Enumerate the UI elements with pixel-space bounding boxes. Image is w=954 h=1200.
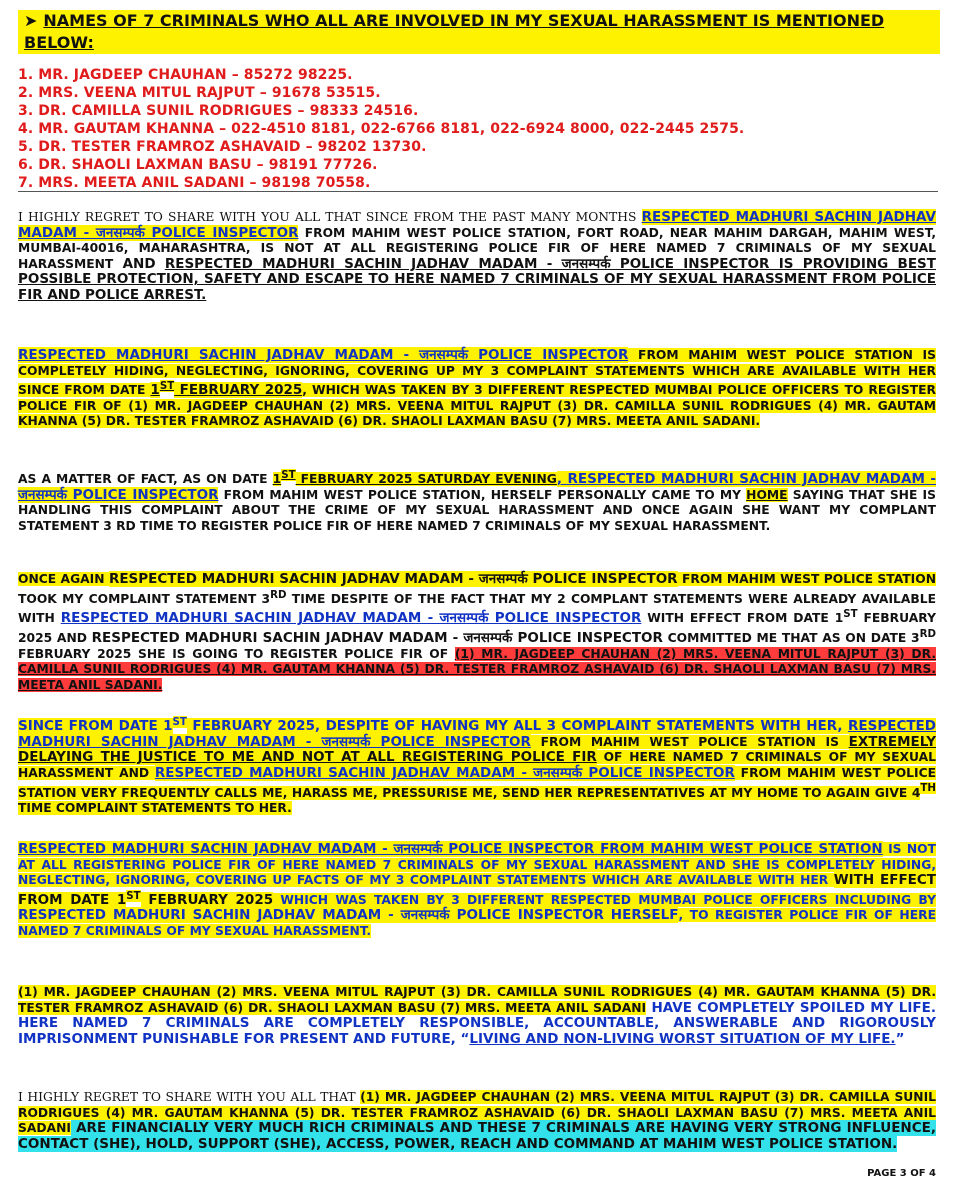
criminals-list: [18, 66, 936, 192]
text-run: FEBRUARY 2025: [174, 382, 303, 399]
text-run: ST: [281, 469, 296, 481]
paragraph-1: [18, 210, 936, 304]
text-run: FROM MAHIM WEST POLICE STATION: [677, 572, 936, 586]
paragraph-4: [18, 572, 936, 693]
list-item: 4. MR. GAUTAM KHANNA – 022-4510 8181, 022-6766 8181, 022-6924 8000, 022-2445 2575.: [18, 121, 745, 137]
text-run: (1) MR. JAGDEEP CHAUHAN (2) MRS. VEENA MITUL RAJPUT (3) DR. CAMILLA SUNIL RODRIGUES (4) MR. GAUTAM KHANNA (5) DR. TESTER FRAMROZ ASHAVAID (6) DR. SHAOLI LAXMAN BASU (7) MRS. MEETA ANIL SADANI.: [18, 646, 936, 692]
text-run: RESPECTED MADHURI SACHIN JADHAV MADAM - जनसम्पर्क POLICE INSPECTOR: [18, 347, 629, 363]
text-run: WHICH WAS TAKEN BY 3 DIFFERENT RESPECTED MUMBAI POLICE OFFICERS INCLUDING BY: [273, 892, 937, 907]
text-run: RESPECTED MADHURI SACHIN JADHAV MADAM - जनसम्पर्क POLICE INSPECTOR FROM MAHIM WEST POLICE STATION: [18, 841, 883, 857]
list-item: 5. DR. TESTER FRAMROZ ASHAVAID – 98202 13730.: [18, 139, 427, 155]
list-item: 2. MRS. VEENA MITUL RAJPUT – 91678 53515.: [18, 85, 381, 101]
paragraph-7: [18, 985, 936, 1047]
text-run: SAYING THAT SHE IS HANDLING THIS COMPLAINT ABOUT THE CRIME OF MY SEXUAL HARASSMENT AND ONCE AGAIN SHE WANT MY COMPLANT STATEMENT 3 RD TIME TO REGISTER POLICE FIR OF HERE NAMED 7 CRIMINALS OF MY SEXUAL HARASSMENT.: [18, 487, 936, 533]
text-run: AND: [113, 255, 165, 272]
section-divider: [18, 191, 938, 192]
text-run: , RESPECTED MADHURI SACHIN JADHAV MADAM - जनसम्पर्क POLICE INSPECTOR: [18, 471, 936, 503]
text-run: HOME: [746, 487, 788, 502]
text-run: RESPECTED MADHURI SACHIN JADHAV MADAM - जनसम्पर्क POLICE INSPECTOR: [91, 630, 663, 647]
page-number: PAGE 3 OF 4: [867, 1168, 936, 1179]
text-run: RESPECTED MADHURI SACHIN JADHAV MADAM - जनसम्पर्क POLICE INSPECTOR: [18, 718, 936, 750]
text-run: TOOK MY COMPLAINT STATEMENT 3: [18, 591, 271, 606]
text-run: ONCE AGAIN: [18, 572, 109, 586]
text-run: WITH EFFECT FROM DATE 1: [18, 872, 937, 908]
list-item: 7. MRS. MEETA ANIL SADANI – 98198 70558.: [18, 175, 371, 191]
text-run: SINCE FROM DATE 1: [18, 718, 173, 735]
text-run: , TO REGISTER POLICE FIR OF HERE NAMED 7 CRIMINALS OF MY SEXUAL HARASSMENT.: [18, 908, 936, 939]
text-run: FROM MAHIM WEST POLICE STATION, HERSELF PERSONALLY CAME TO MY: [218, 487, 747, 502]
text-run: RD: [270, 588, 287, 601]
paragraph-5: [18, 715, 936, 817]
paragraph-6: [18, 842, 936, 940]
text-run: FROM MAHIM WEST POLICE STATION IS COMPLETELY HIDING, NEGLECTING, IGNORING, COVERING UP MY 3 COMPLAINT STATEMENTS WHICH ARE AVAILABLE WITH HER SINCE FROM DATE: [18, 348, 936, 398]
text-run: RESPECTED MADHURI SACHIN JADHAV MADAM - जनसम्पर्क POLICE INSPECTOR IS PROVIDING BEST POSSIBLE PROTECTION, SAFETY AND ESCAPE TO HERE NAMED 7 CRIMINALS OF MY SEXUAL HARASSMENT FROM POLICE FIR AND POLICE ARREST.: [18, 255, 936, 303]
text-run: ST: [172, 716, 187, 728]
text-run: I HIGHLY REGRET TO SHARE WITH YOU ALL THAT SINCE FROM THE PAST MANY MONTHS: [18, 210, 642, 224]
text-run: I HIGHLY REGRET TO SHARE WITH YOU ALL THAT: [18, 1090, 361, 1104]
text-run: (1) MR. JAGDEEP CHAUHAN (2) MRS. VEENA MITUL RAJPUT (3) DR. CAMILLA SUNIL RODRIGUES (4) MR. GAUTAM KHANNA (5) DR. TESTER FRAMROZ ASHAVAID (6) DR. SHAOLI LAXMAN BASU (7) MRS. MEETA ANIL SADANI: [18, 1090, 936, 1136]
text-run: 1: [272, 472, 282, 487]
paragraph-2: [18, 348, 936, 430]
list-item: 3. DR. CAMILLA SUNIL RODRIGUES – 98333 24516.: [18, 103, 419, 119]
text-run: FEBRUARY 2025 SATURDAY EVENING: [295, 472, 557, 487]
text-run: (1) MR. JAGDEEP CHAUHAN (2) MRS. VEENA MITUL RAJPUT (3) DR. CAMILLA SUNIL RODRIGUES (4) MR. GAUTAM KHANNA (5) DR. TESTER FRAMROZ ASHAVAID (6) DR. SHAOLI LAXMAN BASU (7) MRS. MEETA ANIL SADANI: [18, 985, 936, 1015]
text-run: RESPECTED MADHURI SACHIN JADHAV MADAM - जनसम्पर्क POLICE INSPECTOR: [60, 610, 642, 627]
arrow-bullet-icon: ➤: [24, 11, 38, 30]
text-run: RESPECTED MADHURI SACHIN JADHAV MADAM - जनसम्पर्क POLICE INSPECTOR: [108, 571, 678, 587]
heading-text: NAMES OF 7 CRIMINALS WHO ALL ARE INVOLVED IN MY SEXUAL HARASSMENT IS MENTIONED BELOW:: [24, 11, 885, 52]
text-run: 1: [150, 382, 160, 399]
text-run: TH: [920, 782, 936, 795]
text-run: RESPECTED MADHURI SACHIN JADHAV MADAM - जनसम्पर्क POLICE INSPECTOR: [18, 209, 936, 241]
paragraph-8: [18, 1090, 936, 1152]
text-run: ARE FINANCIALLY VERY MUCH RICH CRIMINALS AND THESE 7 CRIMINALS ARE HAVING VERY STRONG INFLUENCE, CONTACT (SHE), HOLD, SUPPORT (SHE), ACCESS, POWER, REACH AND COMMAND AT MAHIM WEST POLICE STATION.: [18, 1120, 936, 1152]
text-run: COMMITTED ME THAT AS ON DATE 3: [662, 631, 920, 646]
text-run: LIVING AND NON-LIVING WORST SITUATION OF MY LIFE.: [469, 1030, 896, 1047]
text-run: FEBRUARY 2025 SHE IS GOING TO REGISTER POLICE FIR OF: [18, 646, 455, 661]
list-item: 1. MR. JAGDEEP CHAUHAN – 85272 98225.: [18, 67, 353, 83]
text-run: FROM MAHIM WEST POLICE STATION IS: [530, 734, 849, 749]
text-run: RESPECTED MADHURI SACHIN JADHAV MADAM - जनसम्पर्क POLICE INSPECTOR HERSELF: [18, 907, 679, 924]
text-run: ”: [895, 1030, 905, 1047]
text-run: ST: [843, 608, 858, 621]
text-run: WITH EFFECT FROM DATE 1: [641, 611, 844, 626]
text-run: EXTREMELY DELAYING THE JUSTICE TO ME AND NOT AT ALL REGISTERING POLICE FIR: [18, 733, 936, 766]
text-run: AS A MATTER OF FACT, AS ON DATE: [18, 472, 273, 487]
text-run: HAVE COMPLETELY SPOILED MY LIFE. HERE NAMED 7 CRIMINALS ARE COMPLETELY RESPONSIBLE, ACCOUNTABLE, ANSWERABLE AND RIGOROUSLY IMPRISONMENT PUNISHABLE FOR PRESENT AND FUTURE, “: [18, 999, 937, 1047]
text-run: FEBRUARY 2025, DESPITE OF HAVING MY ALL 3 COMPLAINT STATEMENTS WITH HER,: [186, 718, 848, 735]
text-run: ST: [126, 889, 141, 902]
text-run: OF HERE NAMED 7 CRIMINALS OF MY SEXUAL HARASSMENT AND: [18, 750, 936, 780]
text-run: FROM MAHIM WEST POLICE STATION, FORT ROAD, NEAR MAHIM DARGAH, MAHIM WEST, MUMBAI-40016, MAHARASHTRA, IS NOT AT ALL REGISTERING POLICE FIR OF HERE NAMED 7 CRIMINALS OF MY SEXUAL HARASSMENT: [18, 225, 936, 271]
text-run: IS NOT AT ALL REGISTERING POLICE FIR OF HERE NAMED 7 CRIMINALS OF MY SEXUAL HARASSMENT AND SHE IS COMPLETELY HIDING, NEGLECTING, IGNORING, COVERING UP FACTS OF MY 3 COMPLAINT STATEMENTS WHICH ARE AVAILABLE WITH HER: [18, 842, 936, 888]
text-run: RD: [919, 627, 936, 640]
document-page: [18, 10, 937, 1152]
text-run: RESPECTED MADHURI SACHIN JADHAV MADAM - जनसम्पर्क POLICE INSPECTOR: [154, 764, 735, 781]
text-run: ST: [159, 380, 175, 393]
list-item: 6. DR. SHAOLI LAXMAN BASU – 98191 77726.: [18, 157, 378, 173]
text-run: FEBRUARY 2025: [140, 891, 274, 908]
text-run: FROM MAHIM WEST POLICE STATION VERY FREQUENTLY CALLS ME, HARASS ME, PRESSURISE ME, SEND HER REPRESENTATIVES AT MY HOME TO AGAIN GIVE 4: [18, 765, 936, 800]
text-run: FEBRUARY 2025 AND: [18, 611, 936, 646]
paragraph-3: [18, 468, 936, 534]
text-run: TIME COMPLAINT STATEMENTS TO HER.: [18, 801, 292, 816]
criminals-heading: [18, 10, 940, 54]
text-run: TIME DESPITE OF THE FACT THAT MY 2 COMPLANT STATEMENTS WERE ALREADY AVAILABLE WITH: [18, 591, 936, 626]
text-run: , WHICH WAS TAKEN BY 3 DIFFERENT RESPECTED MUMBAI POLICE OFFICERS TO REGISTER POLICE FIR OF (1) MR. JAGDEEP CHAUHAN (2) MRS. VEENA MITUL RAJPUT (3) DR. CAMILLA SUNIL RODRIGUES (4) MR. GAUTAM KHANNA (5) DR. TESTER FRAMROZ ASHAVAID (6) DR. SHAOLI LAXMAN BASU (7) MRS. MEETA ANIL SADANI.: [18, 383, 937, 429]
